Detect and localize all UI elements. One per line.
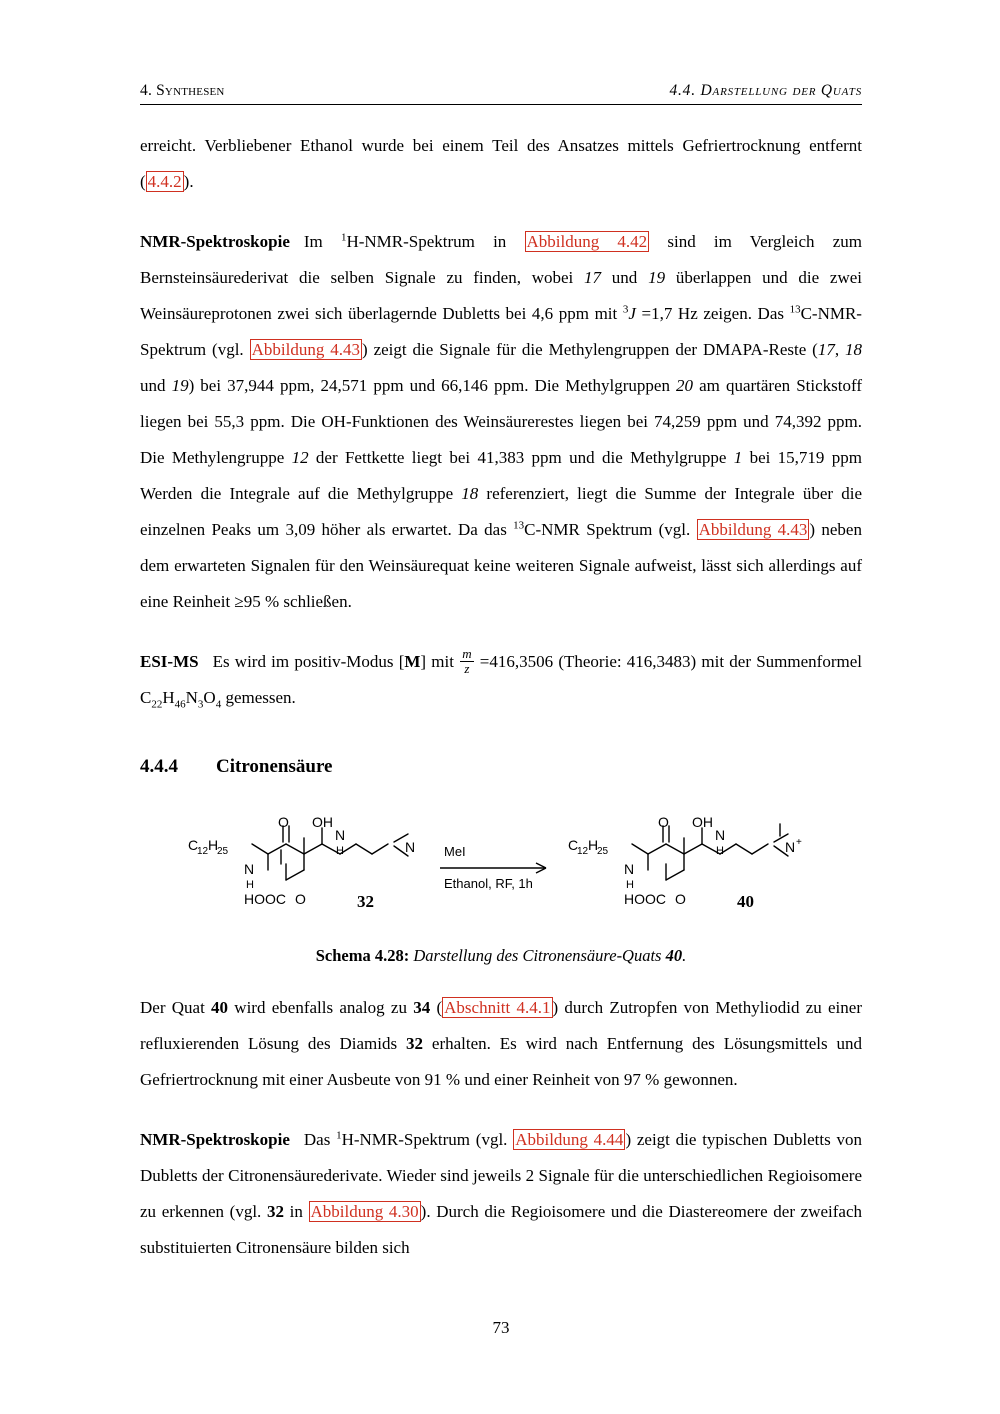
atom-label-o2: O	[295, 891, 306, 907]
atom-label-n2: N	[335, 827, 346, 843]
section-number: 4.4.4	[140, 756, 178, 777]
atom-label-o: O	[278, 814, 289, 830]
svg-text:25: 25	[597, 846, 609, 857]
compound-number: 34	[413, 998, 431, 1017]
running-header	[140, 82, 862, 100]
scheme-caption	[140, 946, 862, 966]
compound-number: 12	[291, 448, 309, 467]
compound-number: 40	[211, 998, 229, 1017]
section-heading	[140, 756, 862, 778]
paragraph-nmr-2: NMR-Spektroskopie Das $^1$H-NMR-Spektrum (vgl. Abbildung 4.44 ) zeigt die typischen Dubletts von Dubletts der Citronensäurederivate. Wieder sind jeweils 2 Signale für die unterschiedlichen Regioisomere zu erkennen (vgl. 32 in Abbildung 4.30 ). Durch die Regioisomere und die Diastereomere der zweifach substituierten Citronensäure bilden sich	[140, 1129, 862, 1257]
scheme-graphic	[140, 812, 862, 932]
superscript: 3	[622, 303, 629, 316]
compound-number: 19	[648, 268, 666, 287]
cross-reference-link[interactable]: 4.4.2	[147, 172, 182, 191]
mass-charge-fraction: $\frac{m}{z}$	[462, 646, 472, 676]
svg-text:H: H	[588, 837, 599, 853]
molecular-ion-symbol: M	[404, 652, 421, 671]
atom-label-c12h25-right: C	[568, 837, 579, 853]
atom-label-hooc-right: HOOC	[624, 891, 666, 907]
atom-label-n-right: N	[624, 861, 635, 877]
compound-number-40: 40	[737, 892, 754, 911]
atom-label-n3: N	[405, 839, 416, 855]
atom-label-oh-right: OH	[692, 814, 713, 830]
cross-reference-link[interactable]: Abschnitt 4.4.1	[444, 998, 551, 1017]
compound-number: 17	[817, 340, 835, 359]
subscript: 3	[197, 698, 204, 711]
cross-reference-link[interactable]: Abbildung 4.43	[698, 520, 808, 539]
cross-reference-link[interactable]: Abbildung 4.30	[310, 1202, 419, 1221]
compound-number-32: 32	[357, 892, 374, 911]
superscript: 1	[336, 1129, 342, 1142]
paragraph-text: erreicht. Verbliebener Ethanol wurde bei einem Teil des Ansatzes mittels Gefriertrocknung entfernt (	[140, 136, 862, 191]
paragraph-nmr-1: NMR-Spektroskopie Im $^1$H-NMR-Spektrum in Abbildung 4.42 sind im Vergleich zum Bernsteinsäurederivat die selben Signale zu finden, wobei 17 und 19 überlappen und die zwei Weinsäureprotonen zwei sich überlagernde Dubletts bei 4,6 ppm mit $^3$J =1,7 Hz zeigen. Das $^{13}$C-NMR-Spektrum (vgl. Abbildung 4.43 ) zeigt die Signale für die Methylengruppen der DMAPA-Reste (17, 18 und 19) bei 37,944 ppm, 24,571 ppm und 66,146 ppm. Die Methylgruppen 20 am quartären Stickstoff liegen bei 55,3 ppm. Die OH-Funktionen des Weinsäurerestes liegen bei 74,259 ppm und 74,392 ppm. Die Methylengruppe 12 der Fettkette liegt bei 41,383 ppm und die Methylgruppe 1 bei 15,719 ppm Werden die Integrale auf die Methylgruppe 18 referenziert, liegt die Summe der Integrale über die einzelnen Peaks um 3,09 höher als erwartet. Da das $^{13}$C-NMR Spektrum (vgl. Abbildung 4.43 ) neben dem erwarteten Signalen für den Weinsäurequat keine weiteren Signale aufweist, lässt sich allerdings auf eine Reinheit ≥95 % schließen.	[140, 231, 863, 611]
page	[140, 0, 862, 1414]
caption-text: Darstellung des Citronensäure-Quats	[413, 946, 662, 965]
paragraph-text: ).	[183, 172, 194, 191]
paragraph-esi-ms: ESI-MS Es wird im positiv-Modus [M] mit $\frac{m}{z}$ =416,3506 (Theorie: 416,3483) mit der Summenformel $C_{22}H_{46}N_3O_4$ gemessen.	[140, 646, 862, 711]
atom-label-n: N	[244, 861, 255, 877]
atom-label-o-right: O	[658, 814, 669, 830]
reaction-scheme	[140, 812, 862, 932]
svg-text:12: 12	[577, 846, 589, 857]
atom-label-h: H	[246, 879, 254, 891]
header-rule	[140, 104, 862, 105]
body-text	[140, 128, 862, 1266]
cross-reference-link[interactable]: Abbildung 4.43	[251, 340, 360, 359]
atom-label-n2-right: N	[715, 827, 726, 843]
atom-label-n-quaternary: N	[785, 839, 796, 855]
paragraph-continuation	[140, 128, 862, 200]
header-right: 4.4. Darstellung der Quats	[669, 82, 862, 99]
runin-heading-esi: ESI-MS	[140, 652, 199, 671]
cross-reference-link[interactable]: Abbildung 4.42	[526, 232, 648, 251]
atom-label-c12h25: C	[188, 837, 199, 853]
runin-heading-nmr-2: NMR-Spektroskopie	[140, 1130, 290, 1149]
section-title: Citronensäure	[216, 756, 333, 777]
caption-compound-number: 40	[665, 946, 683, 965]
atom-label-h2-right: H	[716, 845, 724, 857]
reagent-label-top: MeI	[444, 844, 466, 859]
superscript: 13	[513, 519, 525, 532]
page-number: 73	[492, 1318, 510, 1337]
superscript: 1	[340, 231, 347, 244]
compound-number: 20	[676, 376, 694, 395]
compound-number: 32	[266, 1202, 284, 1221]
compound-number: 17	[584, 268, 602, 287]
charge-plus: +	[796, 837, 802, 848]
compound-number: 18	[461, 484, 479, 503]
atom-label-oh: OH	[312, 814, 333, 830]
atom-label-hooc: HOOC	[244, 891, 286, 907]
compound-number: 32	[406, 1034, 423, 1053]
subscript: 22	[151, 698, 163, 711]
svg-text:25: 25	[217, 846, 229, 857]
atom-label-h2: H	[336, 845, 344, 857]
compound-number: 19	[171, 376, 189, 395]
svg-text:H: H	[208, 837, 219, 853]
atom-label-h-right: H	[626, 879, 634, 891]
subscript: 46	[174, 698, 186, 711]
caption-period: .	[682, 946, 687, 965]
subscript: 4	[215, 698, 222, 711]
compound-number: 18	[845, 340, 863, 359]
paragraph-quat: Der Quat 40 wird ebenfalls analog zu 34 ( Abschnitt 4.4.1 ) durch Zutropfen von Methyliodid zu einer refluxierenden Lösung des Diamids 32 erhalten. Es wird nach Entfernung des Lösungsmittels und Gefriertrocknung mit einer Ausbeute von 91 % und einer Reinheit von 97 % gewonnen.	[140, 998, 862, 1089]
runin-heading-nmr: NMR-Spektroskopie	[140, 232, 290, 251]
reagent-label-bottom: Ethanol, RF, 1h	[444, 876, 533, 891]
compound-number: 1	[733, 448, 743, 467]
coupling-symbol: J	[628, 304, 636, 323]
cross-reference-link[interactable]: Abbildung 4.44	[515, 1130, 624, 1149]
header-left: 4. Synthesen	[140, 82, 225, 99]
superscript: 13	[789, 303, 801, 316]
atom-label-o2-right: O	[675, 891, 686, 907]
svg-text:12: 12	[197, 846, 209, 857]
caption-label: Schema 4.28:	[315, 946, 410, 965]
